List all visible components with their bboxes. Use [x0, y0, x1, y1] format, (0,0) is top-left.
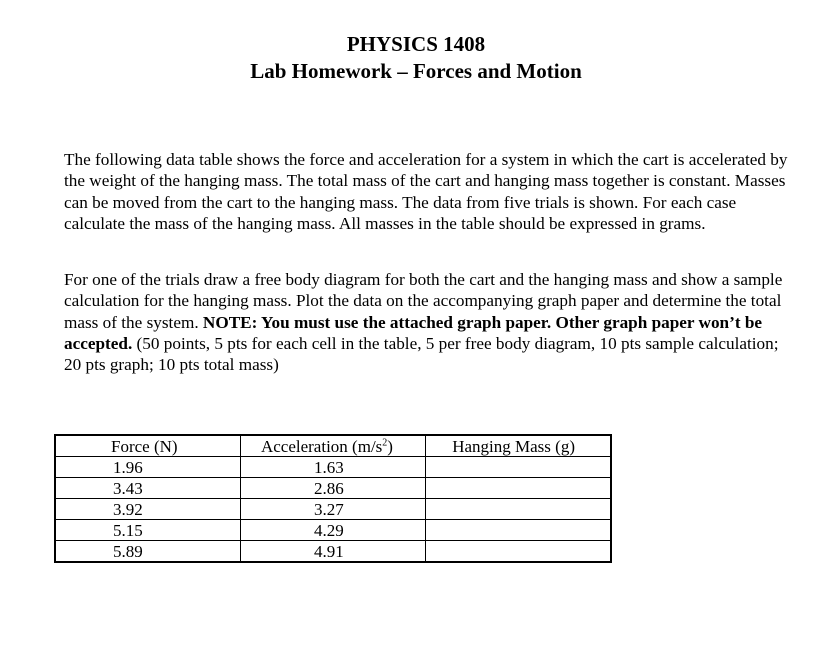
hanging-mass-cell[interactable]	[426, 541, 611, 563]
acceleration-cell: 3.27	[240, 499, 425, 520]
instructions-paragraph-1: The following data table shows the force and acceleration for a system in which the cart is accelerated by the weight of the hanging mass. The total mass of the cart and hanging mass together is constant. Masses can be moved from the cart to the hanging mass. The data from five trials is shown. For each case calculate the mass of the hanging mass. All masses in the table should be expressed in grams.	[64, 150, 788, 233]
acceleration-cell: 1.63	[240, 457, 425, 478]
header-force: Force (N)	[55, 435, 240, 457]
points-breakdown: (50 points, 5 pts for each cell in the table, 5 per free body diagram, 10 pts sample calculation; 20 pts graph; 10 pts total mass)	[64, 333, 779, 375]
graph-paper-note: NOTE: You must use the attached graph paper. Other graph paper won’t be accepted.	[64, 312, 763, 353]
table-row	[55, 478, 611, 499]
data-table	[54, 434, 612, 563]
instructions-paragraph-2	[64, 269, 794, 375]
force-cell: 5.89	[55, 541, 240, 563]
table-row	[55, 520, 611, 541]
table-header-row	[55, 435, 611, 457]
acceleration-cell: 4.29	[240, 520, 425, 541]
assignment-title: Lab Homework – Forces and Motion	[250, 59, 582, 83]
acceleration-cell: 2.86	[240, 478, 425, 499]
acceleration-cell: 4.91	[240, 541, 425, 563]
hanging-mass-cell[interactable]	[426, 478, 611, 499]
course-title: PHYSICS 1408	[346, 32, 486, 56]
hanging-mass-cell[interactable]	[426, 520, 611, 541]
table-row	[55, 457, 611, 478]
hanging-mass-cell[interactable]	[426, 499, 611, 520]
force-cell: 3.92	[55, 499, 240, 520]
table-row	[55, 499, 611, 520]
header-acceleration: Acceleration $(m/s^2)$	[240, 435, 425, 457]
header-hanging-mass: Hanging Mass (g)	[426, 435, 611, 457]
hanging-mass-cell[interactable]	[426, 457, 611, 478]
force-cell: 3.43	[55, 478, 240, 499]
paragraph-2-intro: For one of the trials draw a free body diagram for both the cart and the hanging mass and show a sample calculation for the hanging mass. Plot the data on the accompanying graph paper and determine the total mass of the system.	[64, 270, 783, 332]
force-cell: 5.15	[55, 520, 240, 541]
table-row	[55, 541, 611, 563]
force-cell: 1.96	[55, 457, 240, 478]
